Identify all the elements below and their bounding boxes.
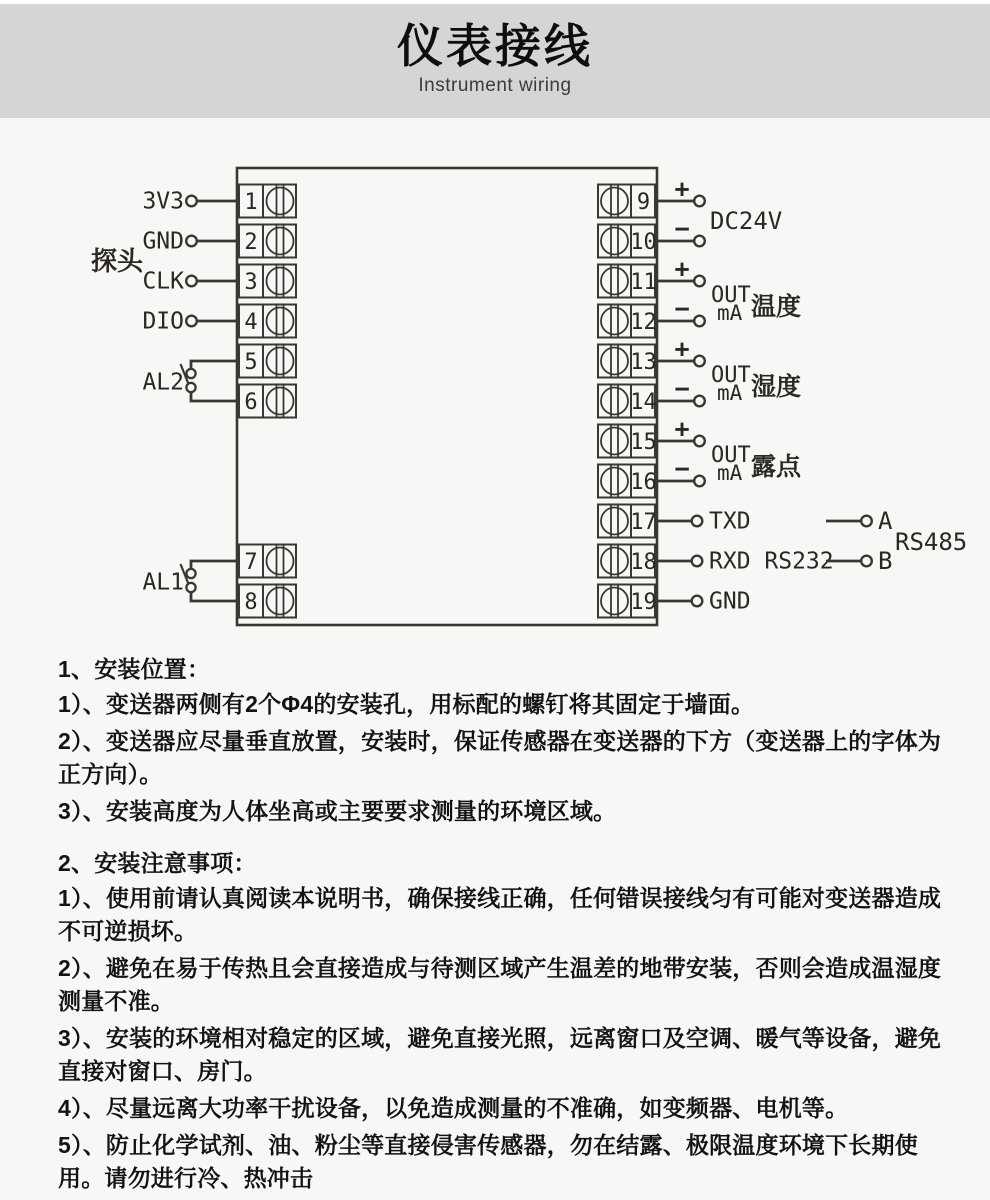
terminal-number: 8 [244, 590, 258, 615]
connection-point-icon [186, 196, 197, 207]
note-item: 2）、避免在易于传热且会直接造成与待测区域产生温差的地带安装，否则会造成温湿度测量不准。 [58, 955, 942, 1014]
terminal-number: 10 [630, 230, 657, 255]
note-section [58, 847, 942, 1195]
alarm-switch-al1 [142, 561, 239, 601]
screw-terminal-icon [267, 388, 294, 415]
terminal-label-gnd: GND [142, 228, 184, 255]
output-group [711, 283, 801, 325]
wire [191, 361, 239, 369]
polarity-sign: + [674, 334, 690, 363]
output-unit: mA [717, 381, 743, 405]
screw-terminal-icon [267, 548, 294, 575]
output-unit: mA [717, 301, 743, 325]
output-group [711, 363, 801, 405]
terminal-label-dio: DIO [142, 308, 184, 335]
screw-terminal-icon [267, 348, 294, 375]
terminal-number: 11 [630, 270, 657, 295]
terminal-label-txd: TXD [709, 508, 751, 535]
screw-terminal-icon [601, 508, 628, 535]
terminal-label-rxd-rs232: RXD RS232 [709, 548, 834, 575]
alarm-switch-al2 [142, 361, 239, 401]
screw-terminal-icon [267, 228, 294, 255]
connection-point-icon [694, 316, 705, 327]
power-group [710, 207, 782, 235]
screw-terminal-icon [601, 588, 628, 615]
polarity-sign: + [674, 174, 690, 203]
screw-terminal-icon [601, 428, 628, 455]
terminal-19 [598, 585, 751, 618]
terminal-number: 13 [630, 350, 657, 375]
note-section-heading: 1、安装位置： [58, 656, 211, 682]
terminal-number: 18 [630, 550, 657, 575]
connection-point-icon [692, 556, 703, 567]
terminal-number: 6 [244, 390, 258, 415]
switch-label-al1: AL1 [142, 569, 184, 596]
polarity-sign: − [674, 214, 690, 243]
screw-terminal-icon [601, 468, 628, 495]
terminal-label-3v3: 3V3 [142, 188, 184, 215]
page-subtitle: Instrument wiring [418, 74, 572, 96]
screw-terminal-icon [601, 348, 628, 375]
connection-point-icon [694, 276, 705, 287]
terminal-17 [598, 505, 751, 538]
connection-point-icon [694, 196, 705, 207]
connection-point-icon [694, 436, 705, 447]
terminal-5 [239, 345, 296, 378]
terminal-number: 4 [244, 310, 258, 335]
note-item: 1）、使用前请认真阅读本说明书，确保接线正确，任何错误接线匀有可能对变送器造成不可逆损坏。 [58, 885, 942, 944]
output-name: 露点 [751, 453, 802, 481]
polarity-sign: − [674, 294, 690, 323]
rs485-bus [826, 507, 967, 575]
terminal-number: 15 [630, 430, 657, 455]
output-group [711, 443, 802, 485]
screw-terminal-icon [267, 188, 294, 215]
switch-contact-icon [186, 369, 195, 378]
output-unit: mA [717, 461, 743, 485]
terminal-number: 9 [636, 190, 651, 215]
terminal-8 [239, 585, 296, 618]
terminal-number: 14 [630, 390, 657, 415]
note-section [58, 653, 942, 828]
terminal-number: 12 [630, 310, 657, 335]
terminal-2 [142, 225, 296, 258]
connection-point-icon [186, 236, 197, 247]
screw-terminal-icon [267, 588, 294, 615]
header-band [0, 4, 990, 118]
note-item: 1）、变送器两侧有2个Φ4的安装孔，用标配的螺钉将其固定于墙面。 [58, 691, 755, 717]
transmitter-body [237, 168, 657, 625]
polarity-sign: + [674, 254, 690, 283]
screw-terminal-icon [601, 308, 628, 335]
connection-point-icon [186, 276, 197, 287]
terminal-number: 17 [630, 510, 657, 535]
connection-point-icon [186, 316, 197, 327]
note-item: 2）、变送器应尽量垂直放置，安装时，保证传感器在变送器的下方（变送器上的字体为正方向）。 [58, 728, 942, 787]
output-label: OUT [711, 443, 751, 468]
output-label: OUT [711, 363, 751, 388]
terminal-11 [598, 254, 705, 298]
terminal-number: 5 [244, 350, 258, 375]
note-item: 3）、安装高度为人体坐高或主要要求测量的环境区域。 [58, 798, 617, 824]
rs485-label: RS485 [895, 528, 968, 556]
screw-terminal-icon [601, 388, 628, 415]
terminal-1 [142, 185, 296, 218]
note-section-heading: 2、安装注意事项： [58, 850, 257, 876]
wiring-diagram [0, 115, 990, 653]
terminal-label-gnd: GND [709, 588, 751, 615]
wire [191, 593, 239, 602]
terminal-15 [598, 414, 705, 458]
output-name: 湿度 [751, 373, 802, 401]
rs485-b-label: B [878, 547, 893, 575]
connection-point-icon [692, 516, 703, 527]
terminal-number: 2 [244, 230, 258, 255]
terminal-10 [598, 214, 705, 258]
screw-terminal-icon [267, 308, 294, 335]
connection-point-icon [694, 236, 705, 247]
output-name: 温度 [751, 293, 802, 321]
screw-terminal-icon [601, 268, 628, 295]
switch-label-al2: AL2 [142, 369, 184, 396]
terminal-6 [239, 385, 296, 418]
dc24v-label: DC24V [710, 207, 783, 235]
terminal-9 [598, 174, 705, 218]
switch-contact-icon [186, 569, 195, 578]
rs485-a-label: A [878, 507, 893, 535]
terminal-number: 1 [244, 190, 258, 215]
polarity-sign: − [674, 454, 690, 483]
terminal-12 [598, 294, 705, 338]
terminal-13 [598, 334, 705, 378]
connection-point-icon [694, 356, 705, 367]
connection-point-icon [694, 396, 705, 407]
screw-terminal-icon [267, 268, 294, 295]
wiring-diagram-svg [0, 115, 990, 653]
terminal-18 [598, 545, 834, 578]
connection-point-icon [861, 516, 872, 527]
note-item: 3）、安装的环境相对稳定的区域，避免直接光照，远离窗口及空调、暖气等设备，避免直接对窗口、房门。 [58, 1025, 942, 1084]
screw-terminal-icon [601, 228, 628, 255]
terminal-number: 16 [630, 470, 657, 495]
terminal-14 [598, 374, 705, 418]
connection-point-icon [694, 476, 705, 487]
wire [191, 393, 239, 402]
terminal-4 [142, 305, 296, 338]
terminal-number: 7 [244, 550, 258, 575]
terminal-16 [598, 454, 705, 498]
polarity-sign: + [674, 414, 690, 443]
terminal-number: 3 [244, 270, 258, 295]
page-title: 仪表接线 [397, 20, 593, 72]
screw-terminal-icon [601, 548, 628, 575]
connection-point-icon [861, 556, 872, 567]
wire [191, 561, 239, 569]
terminal-7 [239, 545, 296, 578]
note-item: 5）、防止化学试剂、油、粉尘等直接侵害传感器，勿在结露、极限温度环境下长期使用。请勿进行冷、热冲击 [58, 1132, 918, 1191]
terminal-3 [142, 265, 296, 298]
connection-point-icon [692, 596, 703, 607]
note-item: 4）、尽量远离大功率干扰设备，以免造成测量的不准确，如变频器、电机等。 [58, 1095, 849, 1121]
probe-label: 探头 [91, 246, 144, 276]
terminal-number: 19 [630, 590, 657, 615]
polarity-sign: − [674, 374, 690, 403]
output-label: OUT [711, 283, 751, 308]
installation-notes [58, 653, 942, 1199]
terminal-label-clk: CLK [142, 268, 184, 295]
screw-terminal-icon [601, 188, 628, 215]
